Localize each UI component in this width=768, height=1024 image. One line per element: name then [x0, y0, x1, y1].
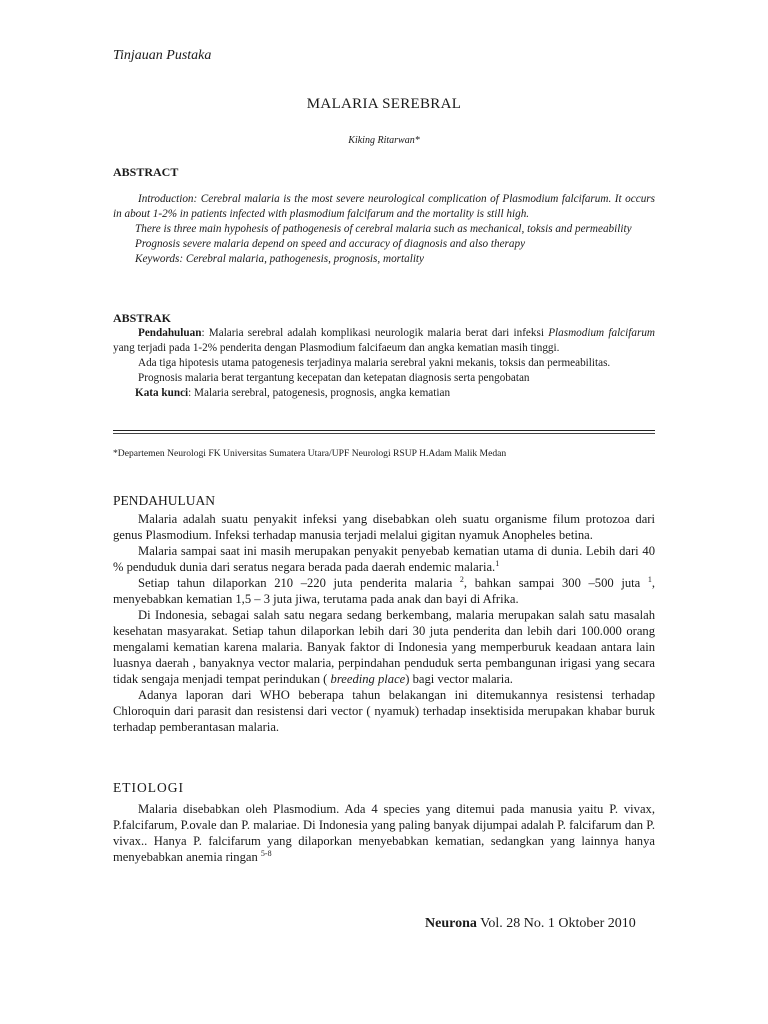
etiologi-body [113, 801, 655, 865]
author-affiliation: *Departemen Neurologi FK Universitas Sumatera Utara/UPF Neurologi RSUP H.Adam Malik Medan [113, 448, 507, 459]
paragraph: Malaria adalah suatu penyakit infeksi yang disebabkan oleh suatu organisme filum protozoa dari genus Plasmodium. Infeksi terhadap manusia terjadi melalui gigitan nyamuk Anopheles betina. [113, 512, 655, 542]
article-title: MALARIA SEREBRAL [306, 96, 462, 112]
abstrak-prognosis: Prognosis malaria berat tergantung kecepatan dan ketepatan diagnosis serta pengobatan [138, 372, 530, 384]
citation: 2 [459, 574, 464, 584]
kata-kunci-label: Kata kunci [135, 387, 189, 399]
journal-name: Neurona [425, 916, 477, 931]
pendahuluan-heading: PENDAHULUAN [113, 493, 215, 508]
divider-line-secondary [113, 433, 655, 434]
citation: 1 [495, 558, 500, 568]
abstrak-pendahuluan: Pendahuluan: Malaria serebral adalah komplikasi neurologik malaria berat dari infeksi Plasmodium falcifarum yang terjadi pada 1-2% penderita dengan Plasmodium falcifaeum dan angka kematian masih tinggi. [113, 327, 655, 354]
divider-line [113, 430, 655, 431]
journal-footer [425, 916, 636, 932]
abstrak-hipotesis: Ada tiga hipotesis utama patogenesis terjadinya malaria serebral yakni mekanis, toksis dan permeabilitas. [138, 357, 611, 369]
abstrak-indonesian [113, 326, 655, 401]
paragraph: Di Indonesia, sebagai salah satu negara sedang berkembang, malaria merupakan salah satu masalah kesehatan masyarakat. Setiap tahun dilaporkan lebih dari 30 juta penderita dan lebih dari 100.000 orang mengalami kematian karena malaria. Banyak faktor di Indonesia yang memperburuk keadaan antara lain luasnya daerah , banyaknya vector malaria, perpindahan penduduk serta pembangunan irigasi yang secara tidak sengaja menjadi tempat perindukan ( breeding place) bagi vector malaria. [113, 608, 655, 686]
abstract-heading: ABSTRACT [113, 165, 179, 179]
abstract-hypothesis: There is three main hypohesis of pathogenesis of cerebral malaria such as mechanical, toksis and permeability [135, 223, 632, 235]
paragraph: Setiap tahun dilaporkan 210 –220 juta penderita malaria $^2$, bahkan sampai 300 –500 juta $^1$, menyebabkan kematian 1,5 – 3 juta jiwa, terutama pada anak dan bayi di Afrika. [113, 574, 655, 606]
citation: 5-8 [260, 848, 272, 858]
abstrak-kata-kunci: Kata kunci: Malaria serebral, patogenesis, prognosis, angka kematian [135, 387, 451, 399]
paragraph: Adanya laporan dari WHO beberapa tahun belakangan ini ditemukannya resistensi terhadap Chloroquin dari parasit dan resistensi dari vector ( nyamuk) terhadap insektisida merupakan khabar buruk terhadap pemberantasan malaria. [113, 688, 655, 734]
citation: 1 [647, 574, 652, 584]
abstrak-heading: ABSTRAK [113, 311, 172, 325]
abstract-introduction: Introduction: Cerebral malaria is the most severe neurological complication of Plasmodium falcifarum. It occurs in about 1-2% in patients infected with plasmodium falcifarum and the mortality is still high. [113, 193, 655, 220]
abstrak-pendahuluan-label: Pendahuluan [138, 327, 202, 339]
etiologi-heading: ETIOLOGI [113, 780, 184, 795]
abstract-english [113, 192, 655, 267]
journal-issue: Vol. 28 No. 1 Oktober 2010 [476, 916, 636, 931]
abstract-keywords: Keywords: Cerebral malaria, pathogenesis, prognosis, mortality [135, 253, 425, 265]
pendahuluan-body [113, 511, 655, 735]
paragraph: Malaria disebabkan oleh Plasmodium. Ada 4 species yang ditemui pada manusia yaitu P. vivax, P.falcifarum, P.ovale dan P. malariae. Di Indonesia yang paling banyak dijumpai adalah P. falcifarum dan P. vivax.. Hanya P. falcifarum yang dilaporkan menyebabkan kematian, sedangkan yang lainnya hanya menyebabkan anemia ringan $^{5-8}$ [113, 802, 655, 864]
article-author: Kiking Ritarwan* [348, 135, 420, 146]
paragraph: Malaria sampai saat ini masih merupakan penyakit penyebab kematian utama di dunia. Lebih dari 40 % penduduk dunia dari seratus negara berada pada daerah endemic malaria.$^1$ [113, 544, 655, 574]
section-label: Tinjauan Pustaka [113, 48, 212, 63]
abstract-prognosis: Prognosis severe malaria depend on speed and accuracy of diagnosis and also therapy [135, 238, 526, 250]
